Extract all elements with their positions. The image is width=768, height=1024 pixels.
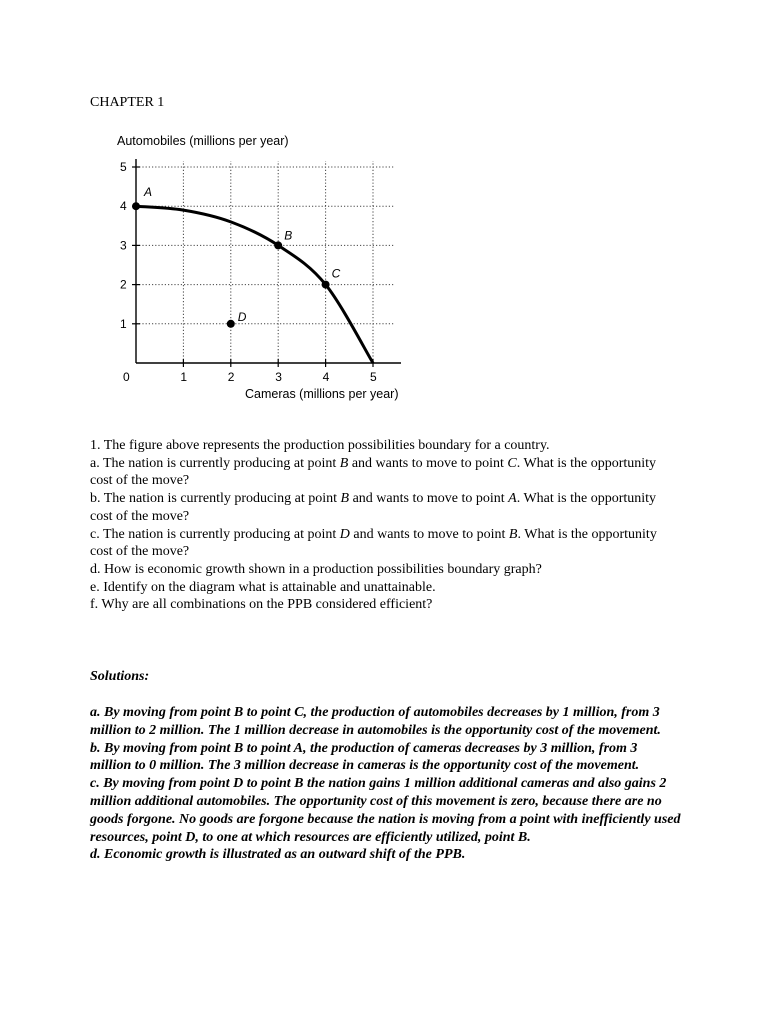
solutions-heading: Solutions: (90, 669, 150, 684)
question-a-point-from: B (339, 455, 349, 471)
solutions-block (90, 704, 682, 864)
point-label-b: B (284, 228, 293, 243)
ppb-figure (100, 128, 420, 408)
point-label-c: C (331, 266, 341, 281)
y-tick-label: 1 (120, 316, 127, 331)
question-block (90, 437, 680, 614)
question-a-text-mid: and wants to move to point (348, 455, 508, 471)
question-b-point-to: A (508, 491, 517, 507)
point-a (132, 202, 140, 210)
question-a-point-to: C (507, 455, 517, 471)
question-1-intro: 1. The figure above represents the production possibilities boundary for a country. (90, 438, 550, 453)
question-b-text-end: . What is the opportunity cost of the move? (90, 491, 657, 524)
question-e: e. Identify on the diagram what is attainable and unattainable. (90, 579, 436, 595)
solution-c: c. By moving from point D to point B the nation gains 1 million additional cameras and also gains 2 million additional automobiles. The opportunity cost of this movement is zero, because there are no goods forgone. No goods are forgone because the nation is moving from a point with inefficiently used resources, point D, to one at which resources are efficiently utilized, point B. (90, 776, 681, 845)
point-b (274, 241, 282, 249)
point-label-d: D (237, 309, 247, 324)
y-tick-label: 5 (120, 160, 127, 174)
x-tick-label: 3 (275, 370, 282, 384)
origin-label: 0 (123, 370, 130, 384)
question-d: d. How is economic growth shown in a production possibilities boundary graph? (90, 561, 542, 577)
point-d (227, 320, 235, 328)
solution-b: b. By moving from point B to point A, the production of cameras decreases by 3 million, from 3 million to 0 million. The 3 million decrease in cameras is the opportunity cost of the movement. (90, 740, 640, 774)
point-c (322, 281, 330, 289)
question-f: f. Why are all combinations on the PPB considered efficient? (90, 597, 433, 613)
y-axis-title: Automobiles (millions per year) (117, 134, 289, 148)
point-label-a: A (144, 185, 153, 200)
question-a-text-end: . What is the opportunity cost of the move? (90, 455, 657, 489)
question-c-text-end: . What is the opportunity cost of the move? (90, 526, 657, 560)
question-c (90, 526, 680, 561)
question-b-text: b. The nation is currently producing at point (90, 491, 341, 507)
question-b-text-mid: and wants to move to point (349, 491, 509, 507)
question-c-point-from: D (339, 526, 350, 542)
question-c-text-mid: and wants to move to point (349, 526, 509, 542)
y-tick-label: 4 (120, 199, 127, 214)
solution-d: d. Economic growth is illustrated as an outward shift of the PPB. (90, 847, 466, 863)
question-a (90, 455, 680, 490)
y-tick-label: 2 (120, 277, 127, 292)
ppb-chart (100, 128, 420, 408)
chapter-title: CHAPTER 1 (90, 95, 165, 110)
x-tick-label: 2 (227, 370, 235, 384)
x-tick-label: 5 (370, 370, 377, 384)
question-a-text: a. The nation is currently producing at point (90, 455, 340, 471)
question-b-point-from: B (340, 491, 350, 507)
question-b (90, 490, 680, 525)
solution-a: a. By moving from point B to point C, the production of automobiles decreases by 1 million, from 3 million to 2 million. The 1 million decrease in automobiles is the opportunity cost of the movement. (90, 705, 661, 738)
x-tick-label: 4 (322, 370, 330, 384)
y-tick-label: 3 (120, 238, 127, 253)
question-c-point-to: B (508, 526, 518, 542)
axes (132, 159, 401, 367)
x-axis-title: Cameras (millions per year) (245, 387, 399, 401)
x-tick-label: 1 (180, 370, 188, 384)
question-c-text: c. The nation is currently producing at point (90, 526, 340, 542)
